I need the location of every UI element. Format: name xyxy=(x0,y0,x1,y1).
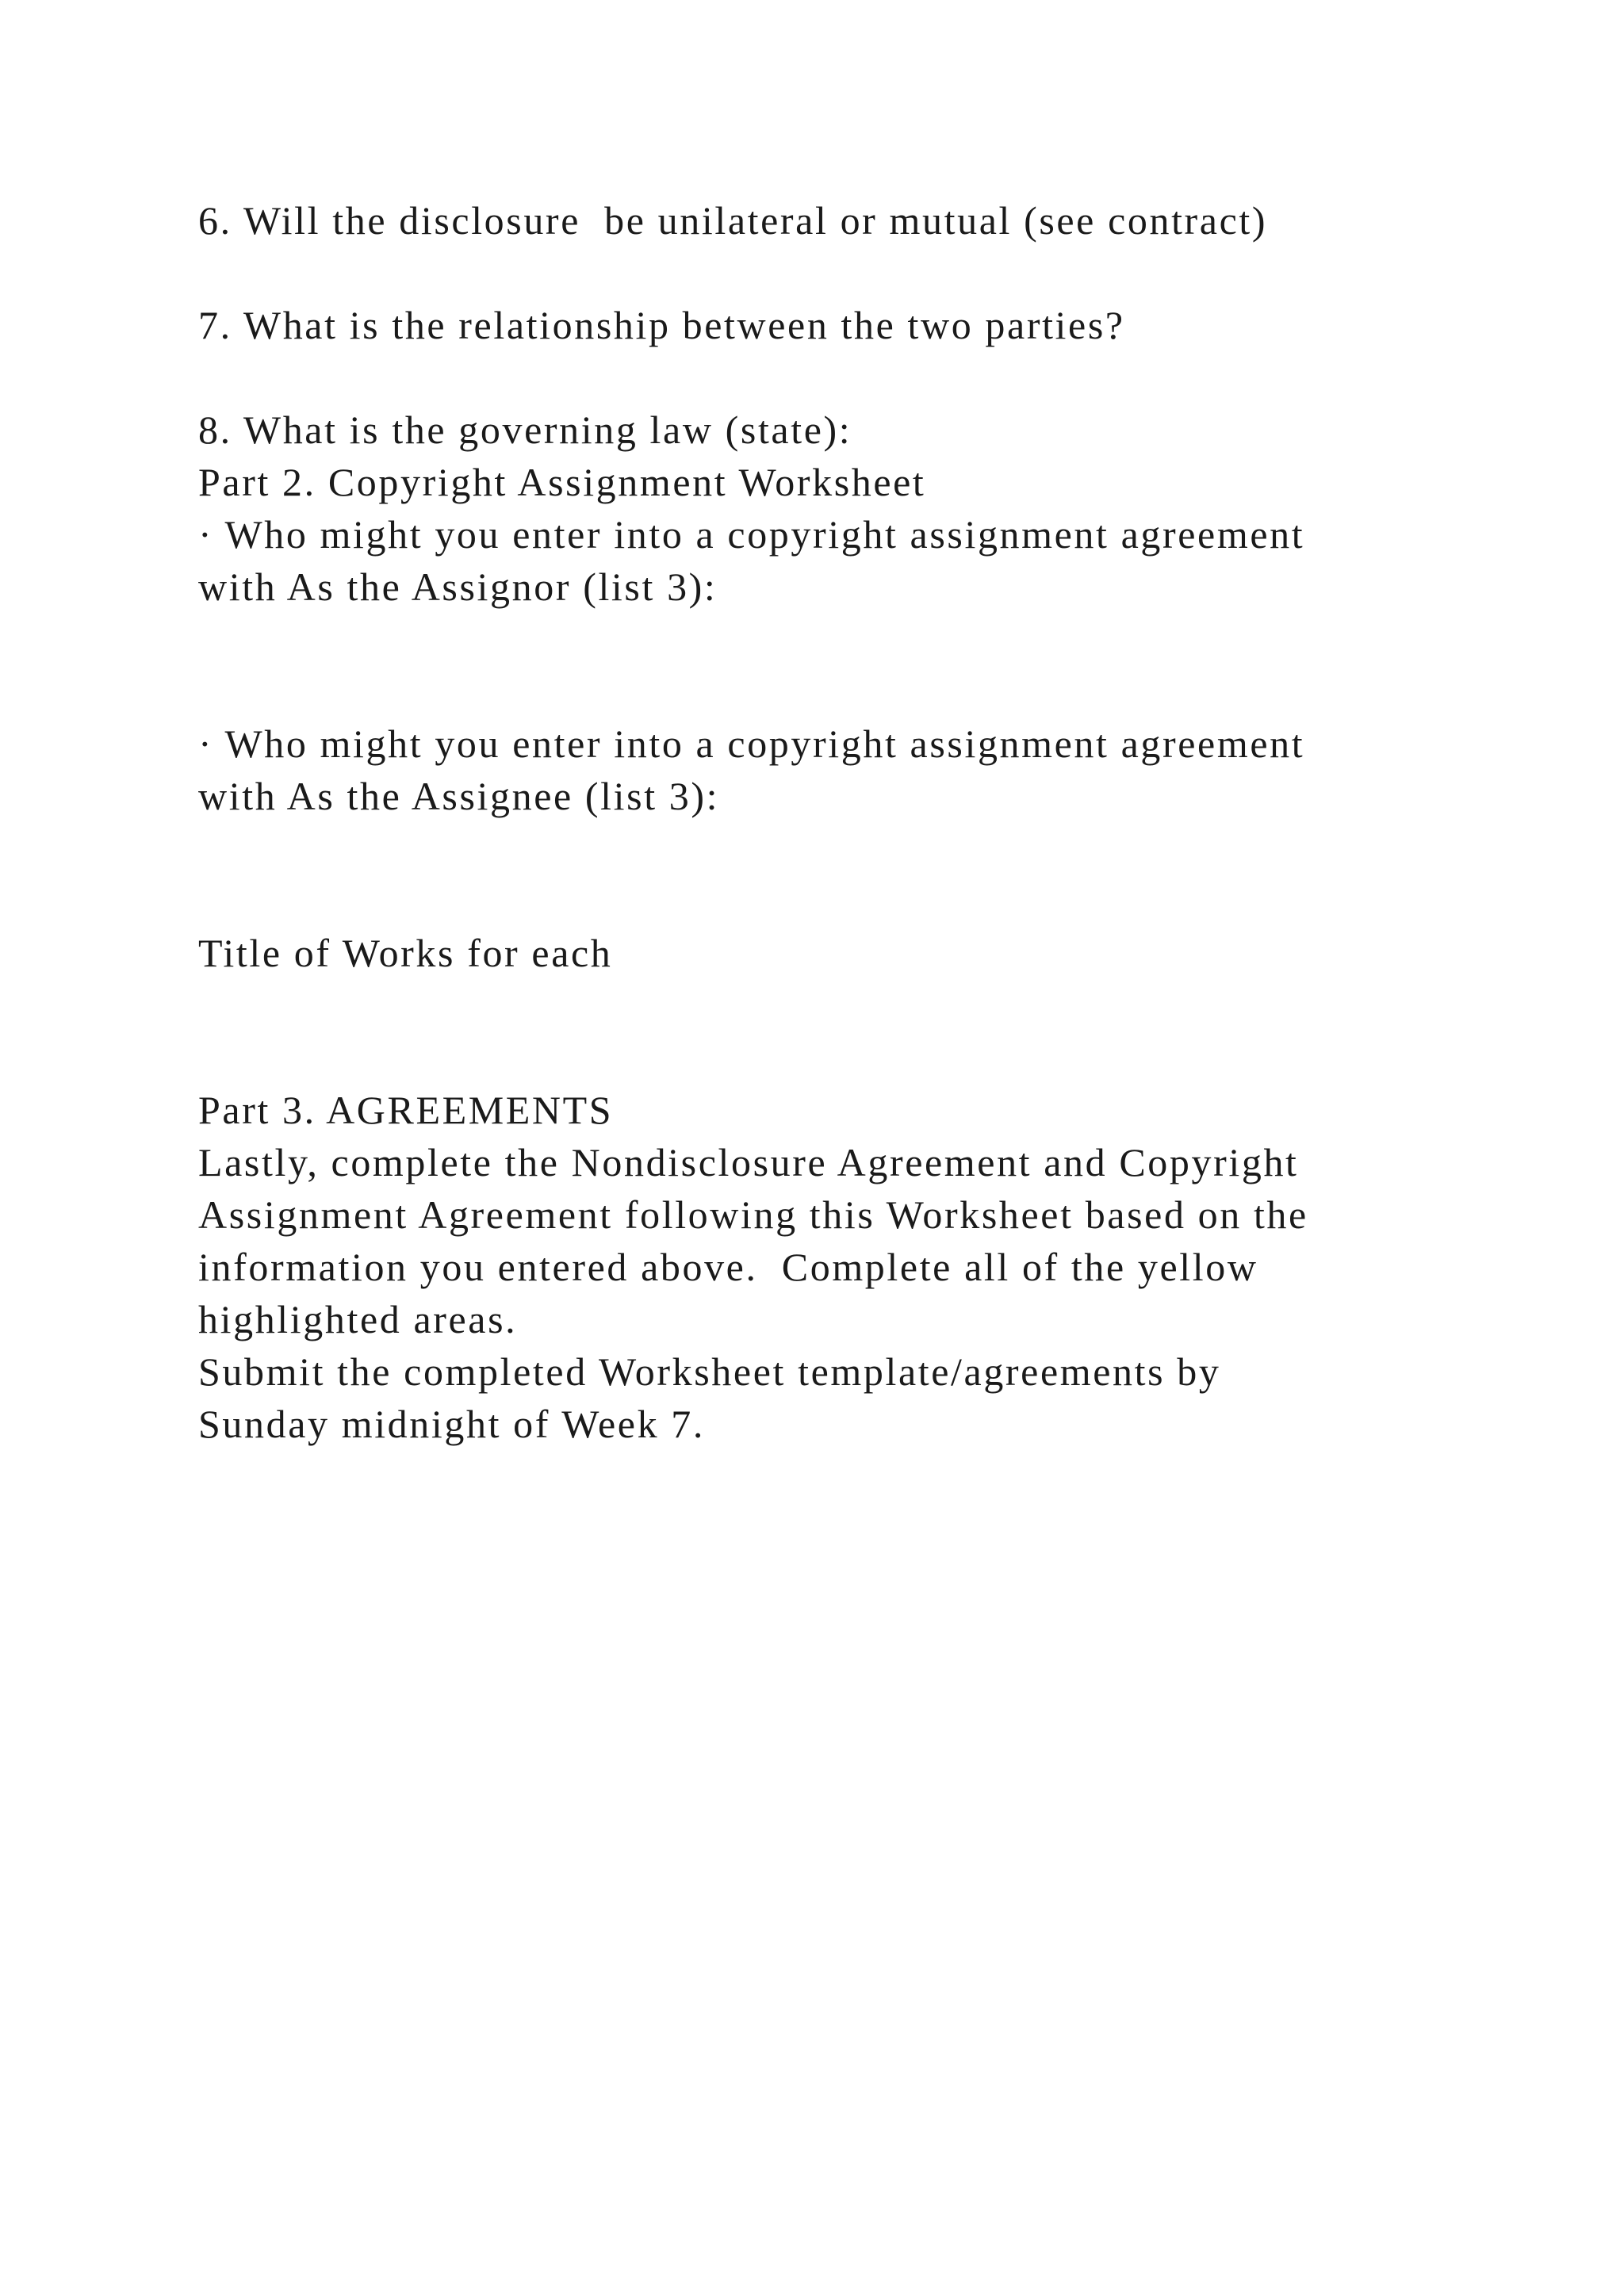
assignor-prompt-line-2: with As the Assignor (list 3): xyxy=(198,564,718,609)
submission-line-1: Submit the completed Worksheet template/agreements by xyxy=(198,1349,1221,1394)
question-6: 6. Will the disclosure be unilateral or mutual (see contract) xyxy=(198,198,1268,243)
spacer xyxy=(198,351,1507,404)
question-8: 8. What is the governing law (state): xyxy=(198,408,852,452)
instructions-line-1: Lastly, complete the Nondisclosure Agreement and Copyright xyxy=(198,1140,1299,1184)
instructions-line-4: highlighted areas. xyxy=(198,1297,518,1341)
spacer xyxy=(198,613,1507,718)
part2-heading: Part 2. Copyright Assignment Worksheet xyxy=(198,460,926,504)
assignee-prompt-line-2: with As the Assignee (list 3): xyxy=(198,774,720,818)
instructions-line-3: information you entered above. Complete all of the yellow xyxy=(198,1245,1258,1289)
spacer xyxy=(198,979,1507,1084)
assignor-prompt-line-1: · Who might you enter into a copyright assignment agreement xyxy=(198,512,1305,557)
title-of-works: Title of Works for each xyxy=(198,931,613,975)
submission-line-2: Sunday midnight of Week 7. xyxy=(198,1402,705,1446)
spacer xyxy=(198,822,1507,927)
part3-heading: Part 3. AGREEMENTS xyxy=(198,1088,614,1132)
question-7: 7. What is the relationship between the two parties? xyxy=(198,303,1125,347)
document-body xyxy=(198,194,1507,1450)
instructions-line-2: Assignment Agreement following this Worksheet based on the xyxy=(198,1192,1308,1237)
assignee-prompt-line-1: · Who might you enter into a copyright assignment agreement xyxy=(198,721,1305,766)
spacer xyxy=(198,247,1507,299)
